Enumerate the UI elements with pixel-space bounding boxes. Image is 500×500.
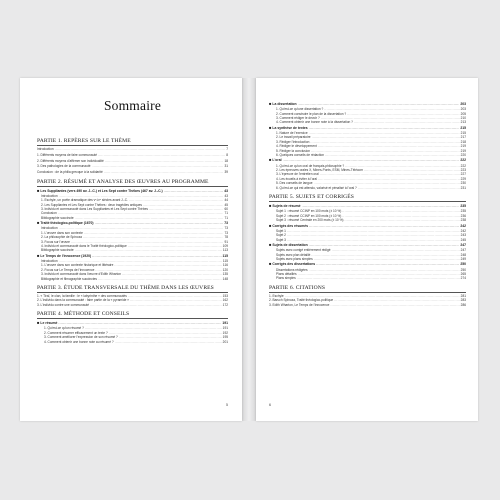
book-gutter bbox=[242, 78, 256, 421]
dot-leader bbox=[330, 303, 459, 307]
toc-entry-title: Sujet 1 bbox=[276, 228, 286, 233]
toc-entry-page: 115 bbox=[222, 253, 228, 258]
toc-entry-page: 250 bbox=[460, 262, 466, 267]
toc-entry-page: 43 bbox=[224, 193, 228, 198]
toc-entry-title: Sujet 3 bbox=[276, 237, 286, 242]
toc-entry-page: 219 bbox=[460, 144, 466, 149]
toc-entry bbox=[37, 216, 228, 220]
toc-entry-title: 3. L'épreuve de l'entretien oral bbox=[276, 172, 319, 177]
toc-entry-title: 3. Comment améliorer l'expression de son résumé ? bbox=[44, 335, 118, 340]
toc-entry-title: 2. Comment construire le plan de la dissertation ? bbox=[276, 111, 347, 116]
toc-entry-page: 220 bbox=[460, 153, 466, 158]
toc-entry-title: 2. Les Suppliantes et Les Sept contre Thèbes : deux tragédies antiques bbox=[41, 202, 142, 207]
toc-entry-page: 73 bbox=[224, 221, 228, 226]
toc-entry bbox=[269, 120, 466, 124]
toc-group bbox=[269, 248, 466, 261]
toc-entry-page: 44 bbox=[224, 198, 228, 203]
toc-entry-page: 203 bbox=[460, 107, 466, 112]
toc-entry-title: La dissertation bbox=[272, 102, 297, 106]
dot-leader bbox=[75, 248, 222, 252]
toc-entry-page: 219 bbox=[460, 148, 466, 153]
dot-leader bbox=[98, 277, 222, 281]
toc-entry-page: 116 bbox=[222, 263, 228, 268]
toc-entry-page: 248 bbox=[460, 252, 466, 257]
page-number: 6 bbox=[269, 403, 271, 407]
toc-entry-page: 7 bbox=[226, 147, 228, 152]
toc-entry bbox=[37, 277, 228, 281]
toc-entry-title: 1. Eschyle, un poète dramatique des vᵉ-ivᵉ siècles avant J.-C. bbox=[41, 198, 128, 203]
toc-entry-page: 45 bbox=[224, 202, 228, 207]
toc-entry-page: 222 bbox=[460, 163, 466, 168]
toc-entry-page: 243 bbox=[460, 233, 466, 238]
toc-entry-title: Sujets avec plans simples bbox=[276, 256, 313, 261]
toc-entry-page: 109 bbox=[222, 243, 228, 248]
toc-entry-title: 2. Le travail préparatoire bbox=[276, 135, 311, 140]
toc-entry-title: 2. Focus sur Le Temps de l'innocence bbox=[41, 267, 95, 272]
toc-entry-page: 236 bbox=[460, 213, 466, 218]
toc-entry bbox=[37, 147, 228, 151]
toc-entry-title: 2. Différents moyens d'affirmer son individualité bbox=[37, 158, 104, 163]
toc-entry-title: Traité théologico-politique (1670) bbox=[40, 221, 94, 226]
page-number: 5 bbox=[226, 403, 228, 407]
toc-entry-title: Dissertations rédigées bbox=[276, 267, 308, 272]
toc-entry bbox=[37, 164, 228, 168]
toc-entry-title: L'oral bbox=[272, 158, 282, 163]
dot-leader bbox=[325, 153, 460, 157]
toc-entry-title: Sujet 1 : résumé CCINP en 100 mots (± 10 %) bbox=[276, 209, 342, 214]
toc-entry-page: 201 bbox=[222, 339, 228, 344]
toc-entry-page: 113 bbox=[222, 248, 228, 253]
toc-entry-page: 250 bbox=[460, 267, 466, 272]
toc-group bbox=[37, 147, 228, 174]
toc-entry-page: 218 bbox=[460, 139, 466, 144]
toc-entry-title: 1. Qu'est-ce qu'une dissertation ? bbox=[276, 107, 324, 112]
dot-leader bbox=[105, 159, 224, 163]
toc-entry-title: 1. Qu'est-ce qu'un oral de français-philosophie ? bbox=[276, 163, 345, 168]
dot-leader bbox=[104, 170, 224, 174]
toc-entry-page: 235 bbox=[460, 209, 466, 214]
toc-entry-page: 205 bbox=[460, 111, 466, 116]
part-heading: PARTIE 3. ÉTUDE TRANSVERSALE DU THÈME DANS LES ŒUVRES bbox=[37, 285, 228, 293]
toc-entry-title: 1. Nature de l'exercice bbox=[276, 131, 308, 136]
toc-entry-page: 213 bbox=[460, 120, 466, 125]
toc-entry-page: 172 bbox=[222, 302, 228, 307]
square-bullet-icon: ■ bbox=[269, 101, 272, 106]
toc-entry-page: 153 bbox=[222, 294, 228, 299]
toc-entry-page: 162 bbox=[222, 298, 228, 303]
square-bullet-icon: ■ bbox=[269, 157, 272, 163]
toc-entry-page: 60 bbox=[224, 206, 228, 211]
square-bullet-icon: ■ bbox=[269, 203, 272, 209]
page-left bbox=[20, 78, 242, 421]
toc-entry-title: 1. « Tiraï, le clan, la famille : le « labyrinthe » des communautés bbox=[37, 294, 127, 299]
toc-entry-title: Plans détaillés bbox=[276, 271, 297, 276]
toc-entry-page: 229 bbox=[460, 176, 466, 181]
dot-leader bbox=[55, 147, 226, 151]
dot-leader bbox=[115, 340, 222, 344]
toc-entry-title: Corrigés des dissertations bbox=[272, 262, 316, 267]
toc-entry-page: 231 bbox=[460, 185, 466, 190]
toc-entry-title: 2. Les épreuves orales X, Mines-Ponts, ESM, Mines-Télécom bbox=[276, 168, 363, 173]
page-title: Sommaire bbox=[103, 98, 162, 113]
toc-entry bbox=[269, 238, 466, 242]
toc-entry-title: Introduction bbox=[41, 193, 58, 198]
toc-entry bbox=[37, 159, 228, 163]
toc-entry-page: 71 bbox=[224, 211, 228, 216]
toc-entry-page: 71 bbox=[224, 215, 228, 220]
toc-entry-page: 222 bbox=[460, 158, 466, 163]
toc-entry-title: 1. Qu'est-ce qu'un résumé ? bbox=[44, 326, 84, 331]
toc-entry-page: 286 bbox=[460, 302, 466, 307]
toc-entry-title: 1. L'œuvre dans son contexte bbox=[41, 230, 83, 235]
toc-entry-title: Sujets avec corrigé entièrement rédigé bbox=[276, 248, 331, 253]
toc-entry-page: 265 bbox=[460, 271, 466, 276]
toc-group bbox=[269, 209, 466, 222]
toc-entry-page: 135 bbox=[222, 272, 228, 277]
toc-entry-title: Sujet 2 bbox=[276, 233, 286, 238]
toc-entry-title: 2. Baruch Spinoza, Traité théologico-politique bbox=[269, 298, 334, 303]
toc-entry-page: 203 bbox=[460, 102, 466, 106]
dot-leader bbox=[344, 218, 459, 222]
toc-entry-page: 245 bbox=[460, 237, 466, 242]
toc-entry-title: 4. Comment obtenir une bonne note à la dissertation ? bbox=[276, 120, 353, 125]
toc-group bbox=[269, 164, 466, 190]
toc-entry-page: 73 bbox=[224, 230, 228, 235]
toc-entry-page: 247 bbox=[460, 248, 466, 253]
square-bullet-icon: ■ bbox=[269, 124, 272, 130]
toc-group bbox=[269, 268, 466, 281]
toc-entry-title: 4. Rédiger le développement bbox=[276, 144, 317, 149]
toc-entry-title: Les Suppliantes (vers 490 av. J.-C.) et Les Sept contre Thèbes (467 av. J.-C.) bbox=[40, 188, 163, 193]
toc-entry-title: 2. L'individu dans la communauté : faire partie de la « pyramide » bbox=[37, 298, 130, 303]
toc-group bbox=[37, 294, 228, 307]
toc-entry-title: 3. Focus sur l'œuvre bbox=[41, 239, 70, 244]
toc-entry-title: 1. Eschyle bbox=[269, 293, 284, 298]
toc-entry-page: 242 bbox=[460, 223, 466, 228]
toc-entry-title: 1. Différents moyens de faire communauté bbox=[37, 153, 98, 157]
toc-entry-title: Conclusion : de la philia grecque à la solidarité bbox=[37, 170, 103, 175]
toc-entry-title: 4. Comment obtenir une bonne note au résumé ? bbox=[44, 339, 114, 344]
toc-entry-title: Introduction bbox=[37, 147, 54, 152]
toc-entry-page: 215 bbox=[460, 125, 466, 130]
dot-leader bbox=[358, 186, 460, 190]
toc-entry-title: 2. Comment résumer efficacement un texte ? bbox=[44, 330, 108, 335]
toc-entry-title: 3. Edith Wharton, Le Temps de l'innocence bbox=[269, 302, 330, 307]
toc-entry-title: Corrigés des résumés bbox=[272, 223, 309, 228]
toc-entry-page: 115 bbox=[222, 259, 228, 263]
toc-entry-page: 238 bbox=[460, 218, 466, 223]
toc-entry-title: 4. Individu et communauté dans le Traité théologico-politique bbox=[41, 243, 127, 248]
part-heading: PARTIE 5. SUJETS ET CORRIGÉS bbox=[269, 194, 466, 202]
toc-entry bbox=[269, 153, 466, 157]
toc-entry-title: 5. Rédiger la conclusion bbox=[276, 148, 311, 153]
toc-entry-title: Sujets de résumé bbox=[272, 204, 301, 209]
toc-entry bbox=[37, 303, 228, 307]
toc-entry-title: Plans simples bbox=[276, 276, 296, 281]
toc-entry-title: 6. Qu'est-ce qui est attendu, valorisé et pénalisé à l'oral ? bbox=[276, 185, 357, 190]
toc-entry-page: 8 bbox=[226, 153, 228, 157]
toc-entry-title: Sujet 3 : résumé Centrale en 200 mots (± 10 %) bbox=[276, 218, 344, 223]
toc-group bbox=[269, 229, 466, 242]
page-right bbox=[256, 78, 478, 421]
toc-entry-page: 223 bbox=[460, 168, 466, 173]
toc-entry-title: 3. Comment rédiger le devoir ? bbox=[276, 116, 320, 121]
toc-entry-page: 195 bbox=[222, 335, 228, 340]
toc-entry-page: 274 bbox=[460, 276, 466, 281]
toc-entry-title: Introduction bbox=[41, 226, 58, 231]
toc-entry-page: 39 bbox=[224, 170, 228, 175]
toc-entry-title: Le résumé bbox=[40, 321, 58, 326]
toc-entry-page: 227 bbox=[460, 172, 466, 177]
toc-group bbox=[269, 107, 466, 125]
dot-leader bbox=[75, 216, 224, 220]
toc-entry-title: 3. Des pathologies de la communauté bbox=[37, 164, 91, 169]
toc-group bbox=[37, 326, 228, 344]
dot-leader bbox=[287, 238, 460, 242]
dot-leader bbox=[297, 276, 460, 280]
part-heading: PARTIE 6. CITATIONS bbox=[269, 285, 466, 293]
toc-entry-page: 192 bbox=[222, 330, 228, 335]
toc-entry-page: 78 bbox=[224, 235, 228, 240]
toc-entry-title: Bibliographie succincte bbox=[41, 248, 74, 253]
toc-entry-title: 3. L'individu contre une communauté bbox=[37, 302, 89, 307]
toc-entry-title: 4. Les écueils à éviter à l'oral bbox=[276, 176, 318, 181]
toc-entry-title: 2. La philosophie de Spinoza bbox=[41, 235, 82, 240]
toc-entry-page: 191 bbox=[222, 326, 228, 331]
toc-group bbox=[269, 294, 466, 307]
part-heading: PARTIE 4. MÉTHODE ET CONSEILS bbox=[37, 311, 228, 319]
square-bullet-icon: ■ bbox=[37, 320, 40, 326]
toc-entry bbox=[269, 303, 466, 307]
toc-entry-page: 235 bbox=[460, 204, 466, 209]
toc-entry-title: Le Temps de l'innocence (1920) bbox=[40, 253, 92, 258]
toc-entry-page: 215 bbox=[460, 131, 466, 136]
toc-entry-title: 3. Individu et communauté dans l'œuvre d'Edith Wharton bbox=[41, 272, 122, 277]
square-bullet-icon: ■ bbox=[37, 220, 40, 226]
toc-entry-page: 148 bbox=[222, 276, 228, 281]
toc-entry-title: 1. L'œuvre dans son contexte historique et littéraire bbox=[41, 263, 114, 268]
dot-leader bbox=[314, 257, 460, 261]
toc-entry-page: 283 bbox=[460, 298, 466, 303]
toc-entry-page: 18 bbox=[224, 158, 228, 163]
toc-entry bbox=[37, 170, 228, 174]
square-bullet-icon: ■ bbox=[37, 187, 40, 193]
toc-entry-title: Sujet 2 : résumé CCINP en 100 mots (± 10 %) bbox=[276, 213, 342, 218]
toc-group bbox=[37, 226, 228, 252]
toc-entry-page: 31 bbox=[224, 164, 228, 169]
toc-entry-page: 43 bbox=[224, 188, 228, 193]
square-bullet-icon: ■ bbox=[37, 252, 40, 258]
toc-entry-title: Bibliographie succincte bbox=[41, 215, 74, 220]
toc-entry-title: Conclusion bbox=[41, 211, 57, 216]
toc-entry bbox=[269, 186, 466, 190]
toc-entry-page: 210 bbox=[460, 116, 466, 121]
toc-group bbox=[269, 131, 466, 157]
toc-entry bbox=[269, 218, 466, 222]
toc-entry-page: 73 bbox=[224, 226, 228, 231]
toc-entry-title: Introduction bbox=[41, 259, 58, 263]
toc-group bbox=[37, 259, 228, 281]
square-bullet-icon: ■ bbox=[269, 241, 272, 247]
toc-group bbox=[37, 194, 228, 220]
toc-entry-title: Sujets de dissertation bbox=[272, 242, 308, 247]
toc-entry-title: Sujets avec plan détaillé bbox=[276, 252, 311, 257]
toc-entry-page: 120 bbox=[222, 267, 228, 272]
dot-leader bbox=[354, 120, 460, 124]
toc-entry bbox=[37, 153, 228, 157]
toc-entry bbox=[37, 340, 228, 344]
dot-leader bbox=[92, 164, 224, 168]
square-bullet-icon: ■ bbox=[269, 222, 272, 228]
toc-entry-title: 3. Rédiger l'introduction bbox=[276, 139, 310, 144]
toc-entry-title: 6. Quelques conseils de rédaction bbox=[276, 153, 325, 158]
toc-entry-page: 249 bbox=[460, 256, 466, 261]
toc-entry-title: 3. Individu et communauté dans Les Suppliantes et Les Sept contre Thèbes bbox=[41, 206, 148, 211]
dot-leader bbox=[90, 303, 222, 307]
toc-entry-page: 281 bbox=[460, 293, 466, 298]
toc-entry-page: 230 bbox=[460, 181, 466, 186]
toc-entry-title: Bibliographie et filmographie succinctes bbox=[41, 276, 97, 281]
part-heading: PARTIE 1. REPÈRES SUR LE THÈME bbox=[37, 138, 228, 146]
toc-entry bbox=[269, 257, 466, 261]
toc-entry-page: 217 bbox=[460, 135, 466, 140]
toc-entry bbox=[37, 248, 228, 252]
toc-entry-title: La synthèse de textes bbox=[272, 125, 308, 130]
toc-entry bbox=[269, 276, 466, 280]
toc-entry-page: 247 bbox=[460, 242, 466, 247]
dot-leader bbox=[98, 153, 225, 157]
toc-entry-page: 91 bbox=[224, 239, 228, 244]
toc-entry-page: 191 bbox=[222, 321, 228, 326]
toc-entry-page: 242 bbox=[460, 228, 466, 233]
square-bullet-icon: ■ bbox=[269, 261, 272, 267]
part-heading: PARTIE 2. RÉSUMÉ ET ANALYSE DES ŒUVRES AU PROGRAMME bbox=[37, 179, 228, 187]
toc-entry-title: 5. Des conseils de langue bbox=[276, 181, 313, 186]
